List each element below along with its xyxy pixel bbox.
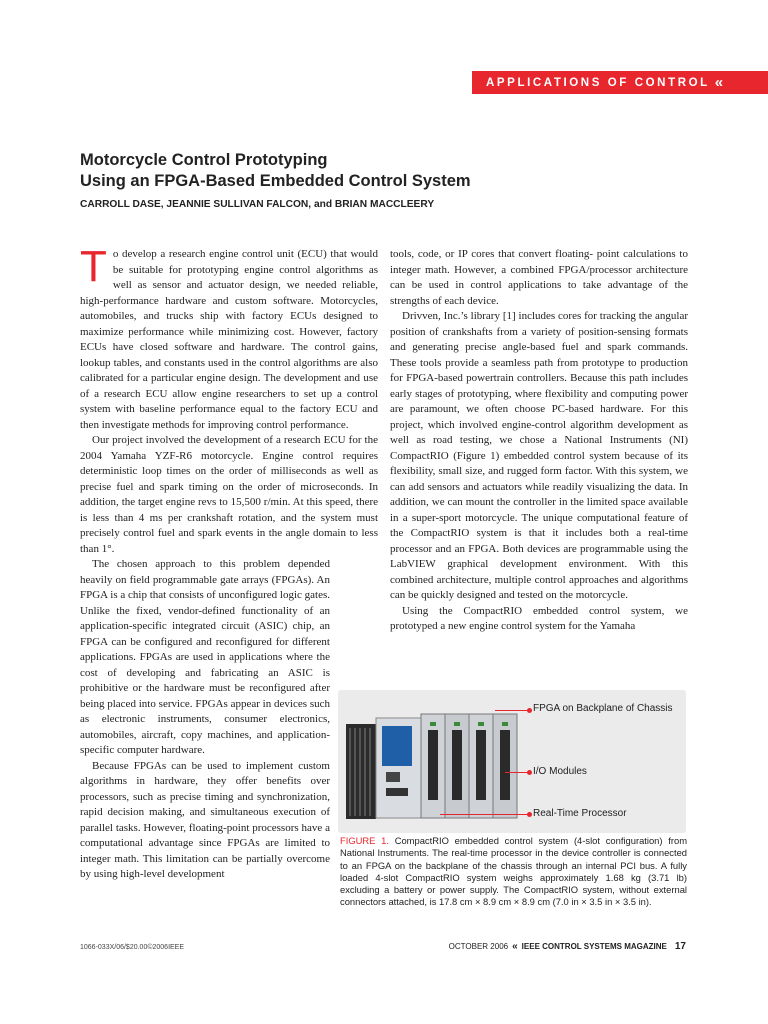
paragraph: The chosen approach to this problem depended heavily on field programmable gate arrays (FPGAs). An FPGA is a chip that consists of unconfigured logic gates. Unlike the fixed, vendor-defined functionality of an application-specific integrated circuit (ASIC) chip, an FPGA can be configured and reconfigured for different applications. FPGAs are used in applications where the cost of developing and fabricating an ASIC is prohibitive or the hardware must be reconfigured after being placed into service. FPGAs appear in devices such as electronic instruments, consumer electronics, automobiles, aircraft, copy machines, and application-specific computer hardware. [80,558,330,756]
label-fpga: FPGA on Backplane of Chassis [533,703,673,714]
section-banner [472,71,768,94]
caption-text: CompactRIO embedded control system (4-slot configuration) from National Instruments. The real-time processor in the device controller is connected to an FPGA on the backplane of the chassis through an internal PCI bus. A fully loaded 4-slot CompactRIO system weighs approximately 1.68 kg (3.71 lb) excluding a battery or power supply. The CompactRIO system, without external connectors attached, is 17.8 cm × 8.9 cm × 8.9 cm (7.0 in × 3.5 in × 3.5 in). [340,835,687,908]
controller-face [382,726,412,766]
section-label: APPLICATIONS OF CONTROL [486,76,710,89]
running-footer [449,941,686,952]
drop-cap: T [80,242,107,291]
title-line-1: Motorcycle Control Prototyping [80,151,328,169]
author-list: CARROLL DASE, JEANNIE SULLIVAN FALCON, and BRIAN MACCLEERY [80,199,435,210]
compactrio-device-image [346,706,524,826]
paragraph: Drivven, Inc.’s library [1] includes cores for tracking the angular position of crankshafts from a variety of position-sensing formats and generating precise angle-based fuel and spark commands. These tools provide a seamless path from prototype to production for FPGA-based powertrain controllers. Because this path includes early stages of prototyping, where flexibility and computing power are paramount, we often choose PC-based hardware. For this project, which involved engine-control algorithm development as well as road testing, we chose a National Instruments (NI) CompactRIO (Figure 1) embedded control system because of its flexibility, small size, and rugged form factor. With this system, we can add sensors and actuators while readily visualizing the data. In addition, we can mount the controller in the limited space available in a super-sport motorcycle. The unique computational feature of the CompactRIO system is that it includes both a real-time processor and an FPGA. Both devices are programmable using the LabVIEW graphical development environment. With this combined architecture, multiple control approaches and algorithms can be quickly designed and tested on the motorcycle. [390,310,688,601]
body-column-right [390,247,688,635]
page-number: 17 [674,941,686,952]
label-io-modules: I/O Modules [533,766,587,777]
paragraph [80,242,378,433]
figure-caption [340,835,687,909]
title-line-2: Using an FPGA-Based Embedded Control System [80,172,471,190]
paragraph-text: o develop a research engine control unit (ECU) that would be suitable for prototyping engine control algorithms as well as sensor and actuator design, we needed reliable, high-performance hardware and custom software. Motorcycles, automobiles, and trucks ship with factory ECUs designed to maximize performance while minimizing cost. However, factory ECUs have closed software and hardware. The control gains, lookup tables, and constants used in the control algorithms are also calibrated for a particular engine design. The development and use of a research ECU allow engine researchers to set up a control system with baseline performance equal to the factory ECU and then investigate methods for improving control performance. [80,248,378,431]
leader-line-fpga [495,710,530,711]
copyright-line: 1066-033X/06/$20.00©2006IEEE [80,944,185,951]
chevron-icon: « [714,74,724,91]
paragraph: tools, code, or IP cores that convert floating- point calculations to integer math. However, a combined FPGA/processor architecture can be used in control applications to take advantage of the strengths of each device. [390,248,688,307]
figure-number: FIGURE 1. [340,835,389,846]
leader-line-io [505,772,530,773]
paragraph: Our project involved the development of a research ECU for the 2004 Yamaha YZF-R6 motorcycle. Engine control requires deterministic loop times on the order of milliseconds as well as precise fuel and spark timing on the order of microseconds. In addition, the target engine revs to 15,500 r/min. At this speed, there is less than 4 ms per crankshaft rotation, and the system must precisely control fuel and spark events in the angle domain to less than 1°. [80,434,378,555]
paragraph: Because FPGAs can be used to implement custom algorithms in hardware, they offer benefits over processors, such as precise timing and synchronization, rapid decision making, and simultaneous execution of parallel tasks. However, floating-point processors have a computational advantage since FPGAs are limited to integer math. This limitation can be partially overcome by using high-level development [80,759,330,880]
leader-line-rt [440,814,530,815]
body-column-left [80,242,378,883]
issue-date: OCTOBER 2006 [448,942,509,951]
magazine-name: IEEE CONTROL SYSTEMS MAGAZINE [521,942,667,951]
chevron-icon: « [512,941,518,952]
paragraph: Using the CompactRIO embedded control system, we prototyped a new engine control system for the Yamaha [390,604,688,632]
label-real-time-processor: Real-Time Processor [533,808,627,819]
article-title [80,150,680,192]
